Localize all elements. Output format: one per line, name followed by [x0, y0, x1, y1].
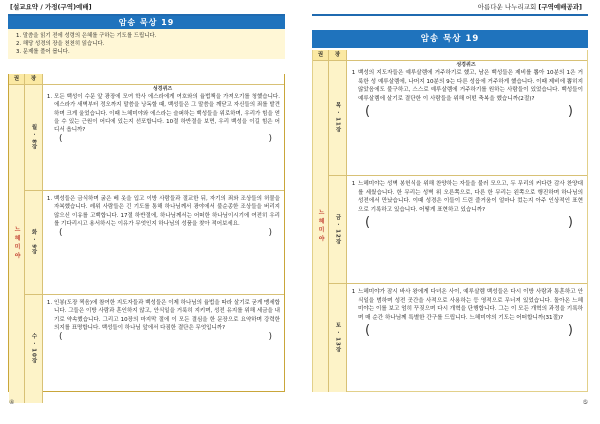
page-number-right: ⑤: [582, 399, 588, 406]
instruction-item: 1. 말씀을 읽기 전에 성령의 은혜를 구하는 기도를 드립니다.: [16, 33, 157, 39]
right-quiz-table: [312, 50, 588, 392]
answer-blank[interactable]: [45, 134, 280, 144]
left-page-title: 암송 묵상 19: [8, 16, 285, 29]
question-text: 느헤미야는 성벽 봉헌식을 위해 찬양하는 자들을 불러 모으고, 두 무리의 커다란 감사 찬양대를 세웠습니다. 한 무리는 성벽 위 오른쪽으로, 다른 한 무리는 왼쪽으로 행진하며 하나님의 성전에서 만났습니다. 이때 성경은 이들이 드린 즐거움이 얼마나 컸는지 아주 인상적인 표현으로 기록하고 있습니다. 어떻게 표현하고 있습니까?: [358, 181, 583, 213]
book-name: 느헤미야: [313, 61, 329, 392]
question-text: 백성의 지도자들은 예루살렘에 거주하기로 했고, 남은 백성들은 제비를 뽑아 10분의 1은 거룩한 성 예루살렘에, 나머지 10분의 9는 다른 성읍에 거주하게 했습니다. 이때 제비에 뽑히지 않았음에도 불구하고, 스스로 예루살렘에 거주하기를 원하는 사람들이 있었습니다. 백성들이 예루살렘에 살기로 결단한 이 사람들을 위해 어떤 축복을 했습니까(2절)?: [358, 70, 583, 102]
answer-paren-open: (: [59, 332, 63, 343]
header-left: [설교요약 / 가정(구역)예배]: [10, 3, 92, 11]
right-page: [312, 14, 588, 392]
question-number: 1: [351, 70, 356, 76]
question-number: 1: [351, 289, 356, 295]
table-row: [25, 85, 284, 191]
table-row: [25, 191, 284, 295]
question-text: 인봉(도장 찍음)에 참여한 지도자들과 백성들은 이제 하나님의 율법을 따라 살기로 굳게 맹세합니다. 그들은 이방 사람과 혼인하지 않고, 안식일을 거룩히 지키며, 성전 유지를 위해 세금을 내기로 약속했습니다. 그리고 10장의 마지막 절에 이 모든 결심을 한 문장으로 요약하며 강력한 의지를 표명합니다. 백성들이 하나님 앞에서 다짐한 결단은 무엇입니까?: [54, 300, 280, 331]
question-number: 1.: [46, 94, 53, 100]
table-row: [329, 176, 587, 284]
question: [349, 288, 583, 322]
table-row: [329, 61, 587, 176]
question-text: 백성들은 금식하며 굵은 베 옷을 입고 이방 사람들과 절교한 뒤, 자기의 죄와 조상들의 허물을 자복했습니다. 레위 사람들은 긴 기도를 통해 하나님께서 광야에서 불순종한 조상들을 버리지 않으신 이유를 고백합니다. 17절 하반절에, 하나님께서는 어떠한 하나님이시기에 여전히 우리를 기다리시고 용서하시는 이유가 무엇인지 하나님의 성품을 찾아 적어보세요.: [54, 196, 280, 227]
answer-paren-close: ): [268, 332, 272, 343]
day-label: 화 · 9장: [25, 191, 43, 294]
answer-blank[interactable]: [349, 214, 583, 232]
question-number: 1: [351, 181, 356, 187]
question: [45, 195, 280, 228]
quiz-title: 성경퀴즈: [456, 62, 476, 68]
header-right: [478, 2, 582, 11]
col-book-header: 권: [313, 50, 329, 60]
right-page-title: 암송 묵상 19: [312, 30, 588, 48]
answer-paren-close: ): [567, 104, 573, 120]
instructions: [8, 29, 285, 59]
table-row: [329, 284, 587, 392]
question-text: 모든 백성이 수문 앞 광장에 모여 학사 에스라에게 여호와의 율법책을 가져오기를 청했습니다. 에스라가 새벽부터 정오까지 말씀을 낭독할 때, 백성들은 그 말씀을 깨닫고 자신들의 죄를 발견하며 크게 울었습니다. 이때 느헤미야와 에스라는 슬퍼하는 백성들을 위로하며, 우리가 힘을 얻을 수 있는 근원이 어디에 있는지 선포합니다. 10절 하반절을 보면, 우리 백성을 이길 힘은 어디서 옵니까?: [54, 94, 280, 134]
table-header: [313, 50, 587, 61]
answer-blank[interactable]: [45, 228, 280, 238]
answer-paren-close: ): [268, 228, 272, 239]
left-page: [8, 14, 285, 392]
answer-blank[interactable]: [45, 332, 280, 342]
answer-paren-close: ): [268, 134, 272, 145]
header-church-name: 아름다운 나누리교회: [477, 3, 537, 11]
question: [349, 180, 583, 214]
day-label: 금 · 12장: [329, 176, 347, 283]
quiz-title: 성경퀴즈: [152, 86, 173, 92]
question-number: 1.: [46, 300, 53, 306]
day-label: 목 · 11장: [329, 61, 347, 175]
day-label: 월 · 8장: [25, 85, 43, 190]
answer-paren-open: (: [59, 228, 63, 239]
instruction-item: 3. 문제를 풀어 봅니다.: [16, 49, 70, 56]
question-number: 1.: [46, 196, 53, 202]
answer-paren-open: (: [365, 104, 371, 120]
answer-paren-open: (: [365, 215, 371, 231]
table-header: [9, 74, 284, 85]
col-day-header: 장: [329, 50, 347, 60]
answer-blank[interactable]: [349, 103, 583, 121]
question: [45, 299, 280, 332]
left-quiz-table: [8, 74, 285, 392]
header-workbook-title: [구역예배공과]: [538, 3, 582, 11]
question-text: 느헤미야가 잠시 바사 왕에게 다녀온 사이, 예루살렘 백성들은 다시 이방 사람과 통혼하고 안식일을 범하며 성전 곳간을 사적으로 사용하는 등 영적으로 무너져 있었습니다. 돌아온 느헤미야는 이를 보고 엄히 꾸짖으며 다시 개혁을 단행합니다. 그는 이 모든 개혁의 과정을 기록하며 매 순간 하나님께 특별한 간구를 드립니다. 느헤미야의 기도는 어떠합니까(31절)?: [358, 289, 583, 321]
col-book-header: 권: [9, 74, 25, 84]
table-row: [25, 295, 284, 403]
answer-paren-close: ): [567, 215, 573, 231]
question: [349, 69, 583, 103]
answer-blank[interactable]: [349, 322, 583, 340]
answer-paren-open: (: [365, 323, 371, 339]
book-name: 느헤미야: [9, 85, 25, 403]
day-label: 수 · 10장: [25, 295, 43, 403]
instruction-item: 2. 해당 성경의 장을 천천히 읽습니다.: [16, 41, 105, 48]
page-number-left: ④: [9, 399, 15, 406]
answer-paren-close: ): [567, 323, 573, 339]
col-day-header: 장: [25, 74, 43, 84]
answer-paren-open: (: [59, 134, 63, 145]
day-label: 토 · 13장: [329, 284, 347, 392]
question: [45, 93, 280, 134]
